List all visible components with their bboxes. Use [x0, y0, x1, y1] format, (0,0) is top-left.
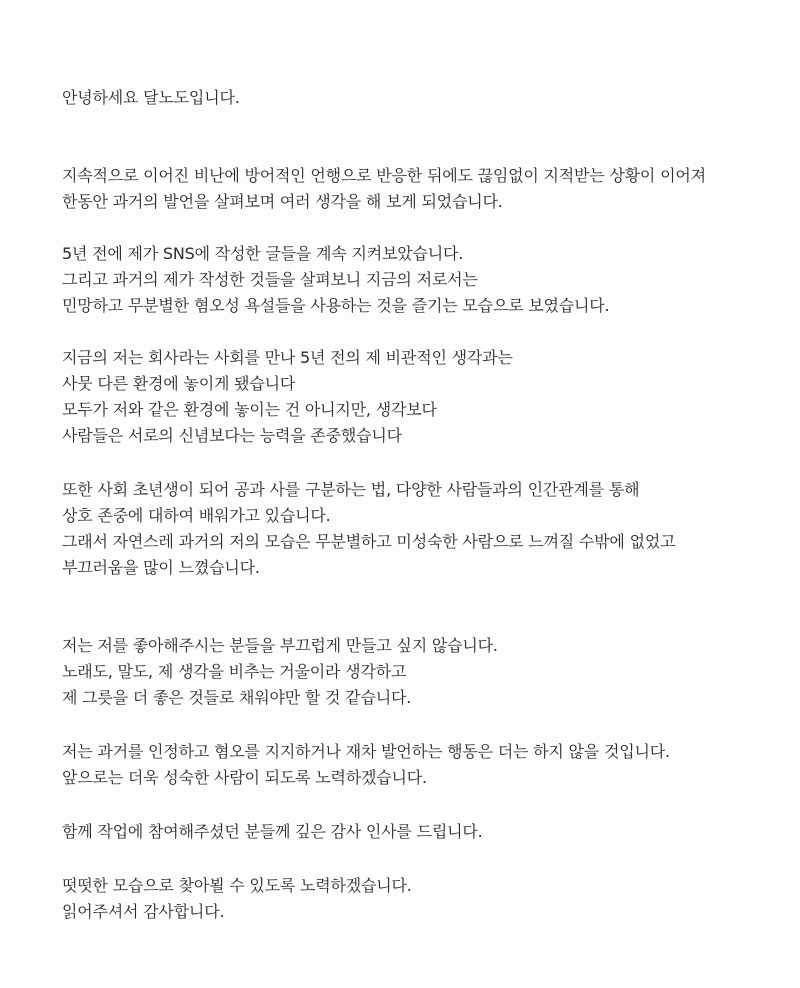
paragraph-3-line-2: 사뭇 다른 환경에 놓이게 됐습니다 [62, 374, 296, 393]
paragraph-3-line-4: 사람들은 서로의 신념보다는 능력을 존중했습니다 [62, 426, 402, 445]
paragraph-1-line-2: 한동안 과거의 발언을 살펴보며 여러 생각을 해 보게 되었습니다. [62, 192, 503, 211]
paragraph-5-line-3: 제 그릇을 더 좋은 것들로 채워야만 할 것 같습니다. [62, 688, 412, 707]
paragraph-4-line-3: 그래서 자연스레 과거의 저의 모습은 무분별하고 미성숙한 사람으로 느껴질 수밖에 없었고 [62, 532, 676, 551]
paragraph-2-line-1: 5년 전에 제가 SNS에 작성한 글들을 계속 지켜보았습니다. [62, 244, 464, 263]
paragraph-4-line-1: 또한 사회 초년생이 되어 공과 사를 구분하는 법, 다양한 사람들과의 인간관계를 통해 [62, 480, 640, 499]
paragraph-2-line-3: 민망하고 무분별한 혐오성 욕설들을 사용하는 것을 즐기는 모습으로 보였습니다. [62, 296, 610, 315]
paragraph-6-line-2: 앞으로는 더욱 성숙한 사람이 되도록 노력하겠습니다. [62, 768, 427, 787]
paragraph-8-line-2: 읽어주셔서 감사합니다. [62, 902, 225, 921]
paragraph-5-line-2: 노래도, 말도, 제 생각을 비추는 거울이라 생각하고 [62, 662, 407, 681]
paragraph-7-line-1: 함께 작업에 참여해주셨던 분들께 깊은 감사 인사를 드립니다. [62, 822, 483, 841]
paragraph-8-line-1: 떳떳한 모습으로 찾아뵐 수 있도록 노력하겠습니다. [62, 876, 412, 895]
paragraph-5-line-1: 저는 저를 좋아해주시는 분들을 부끄럽게 만들고 싶지 않습니다. [62, 636, 498, 655]
paragraph-4-line-4: 부끄러움을 많이 느꼈습니다. [62, 558, 260, 577]
paragraph-3-line-1: 지금의 저는 회사라는 사회를 만나 5년 전의 제 비관적인 생각과는 [62, 348, 513, 367]
paragraph-3-line-3: 모두가 저와 같은 환경에 놓이는 건 아니지만, 생각보다 [62, 400, 437, 419]
paragraph-1-line-1: 지속적으로 이어진 비난에 방어적인 언행으로 반응한 뒤에도 끊임없이 지적받는 상황이 이어져 [62, 166, 706, 185]
paragraph-4-line-2: 상호 존중에 대하여 배워가고 있습니다. [62, 506, 331, 525]
paragraph-2-line-2: 그리고 과거의 제가 작성한 것들을 살펴보니 지금의 저로서는 [62, 270, 478, 289]
paragraph-6-line-1: 저는 과거를 인정하고 혐오를 지지하거나 재차 발언하는 행동은 더는 하지 않을 것입니다. [62, 742, 670, 761]
greeting-line: 안녕하세요 달노도입니다. [62, 88, 240, 107]
